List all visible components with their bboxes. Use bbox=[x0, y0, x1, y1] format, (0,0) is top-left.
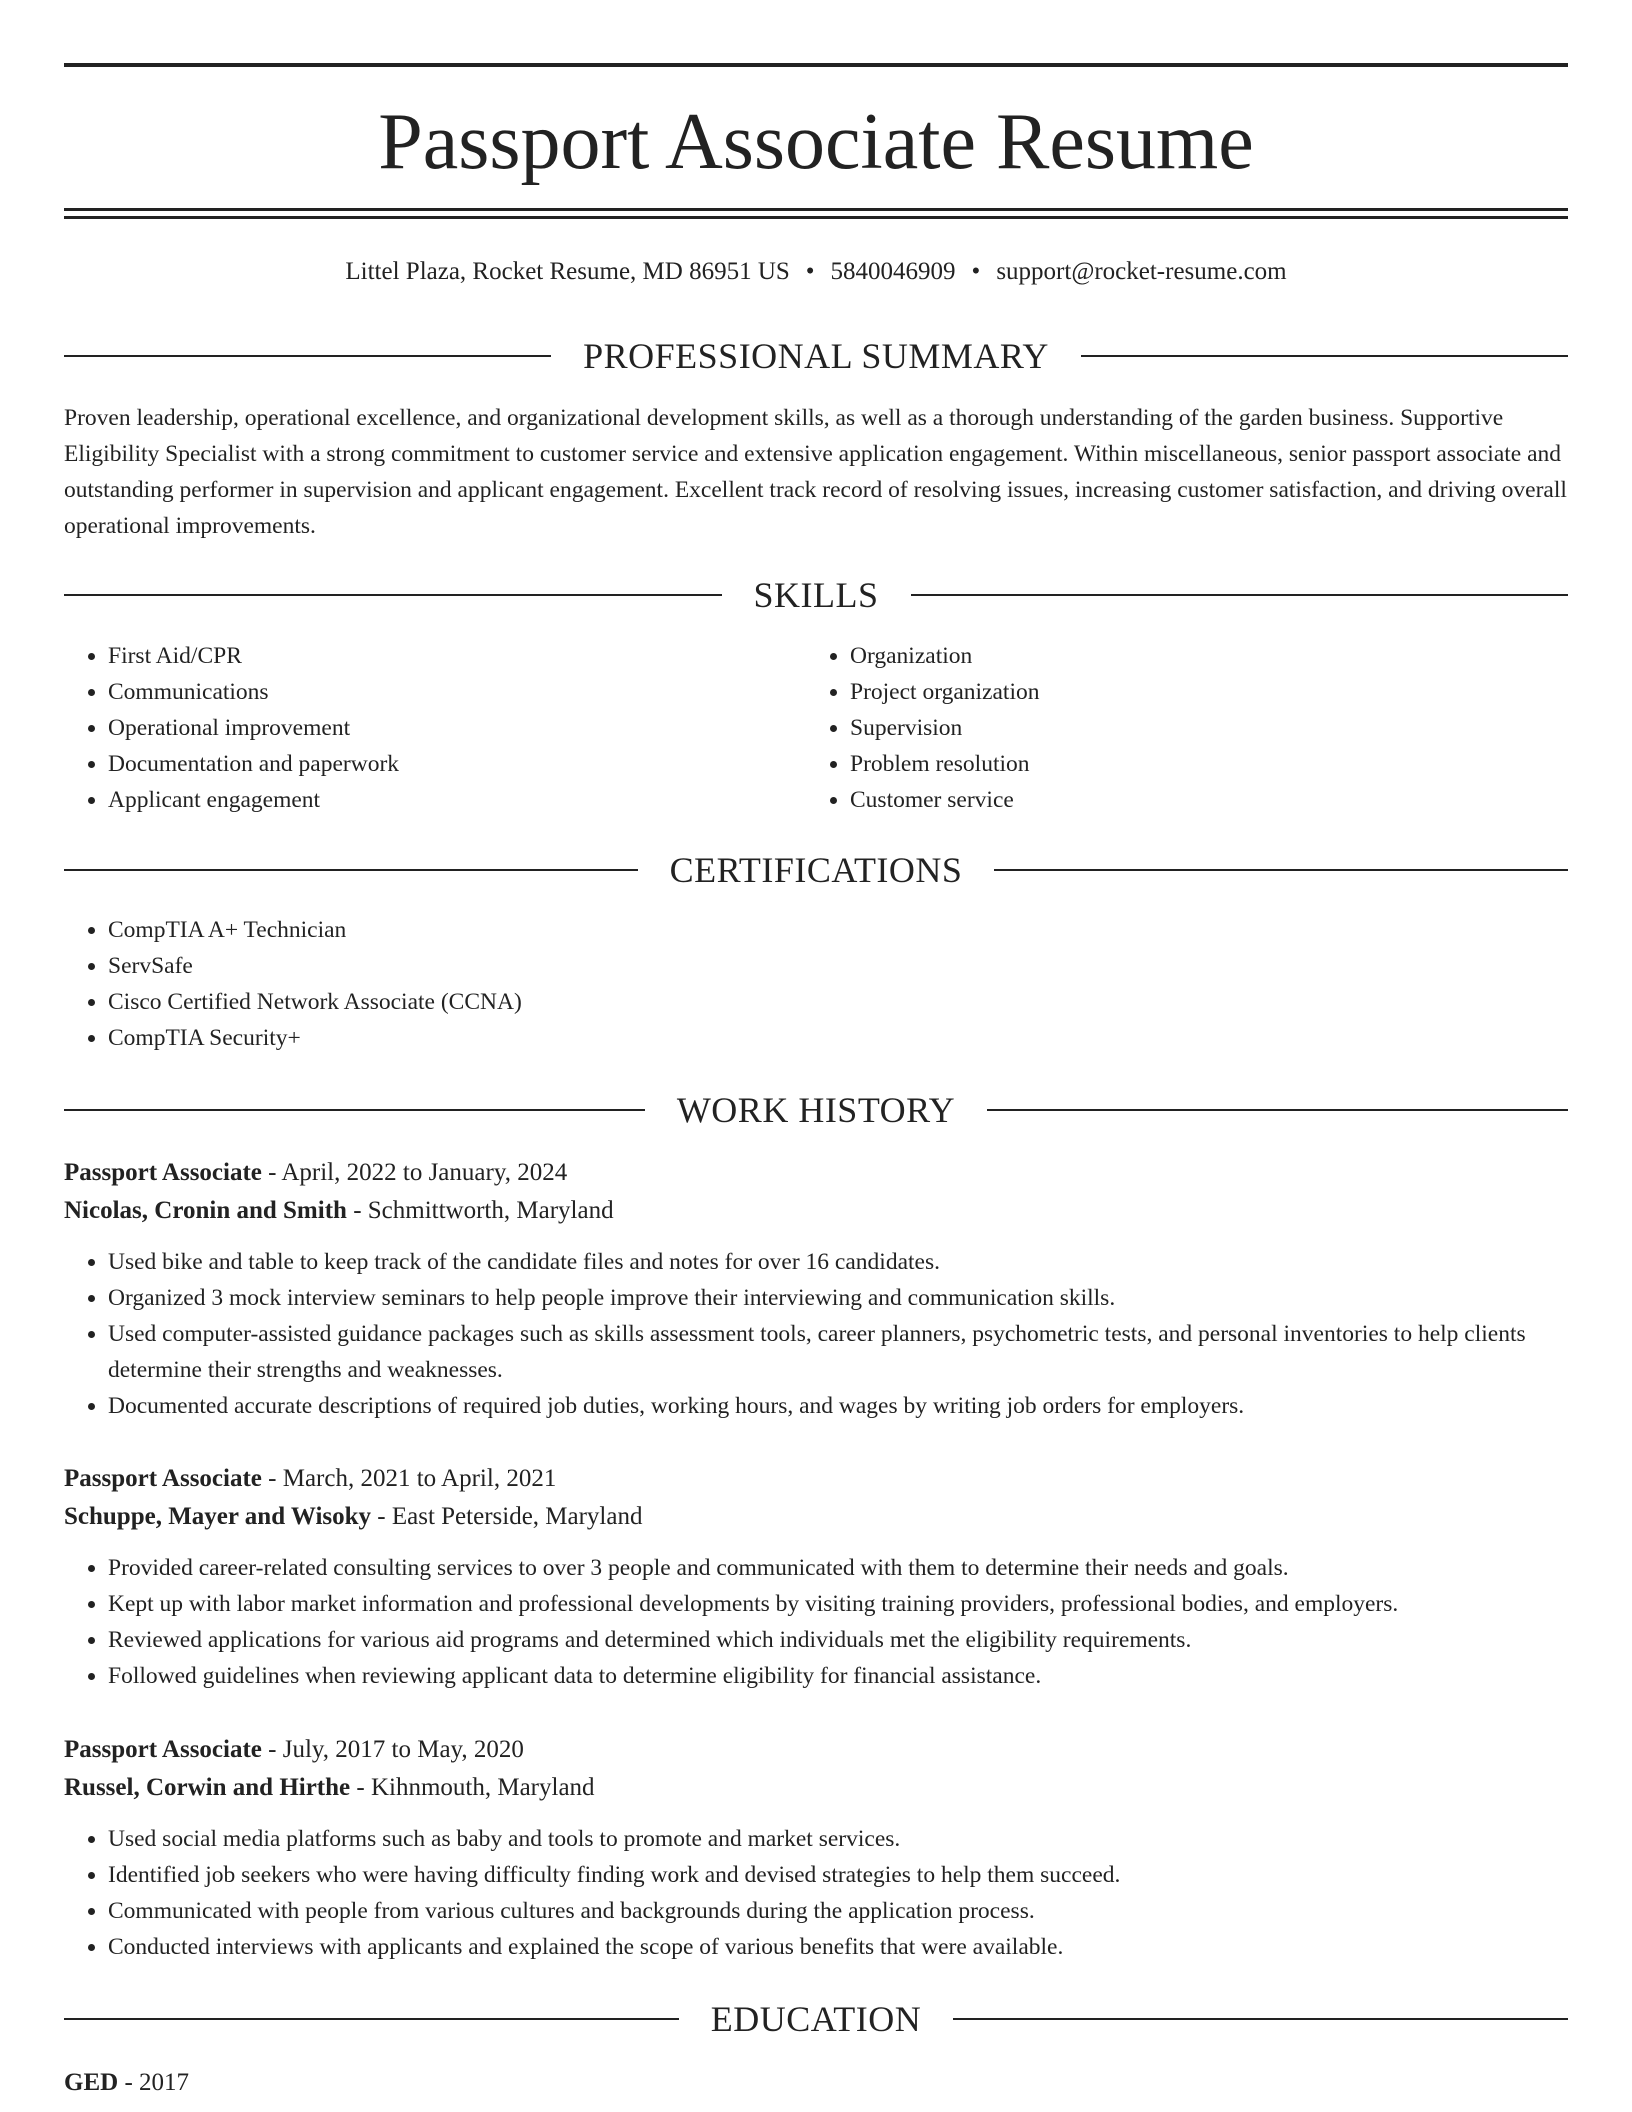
job-bullet: • Communicated with people from various cultures and backgrounds during the application process. bbox=[108, 1893, 1568, 1929]
job-bullets bbox=[64, 1550, 1568, 1694]
title-rule-lower bbox=[64, 216, 1568, 219]
summary-text: Proven leadership, operational excellence, and organizational development skills, as well as a thorough understanding of the garden business. Supportive Eligibility Specialist with a strong commitment to customer service and extensive application engagement. Within miscellaneous, senior passport associate and outstanding performer in supervision and applicant engagement. Excellent track record of resolving issues, increasing customer satisfaction, and driving overall operational improvements. bbox=[64, 405, 1567, 539]
job-bullet: • Documented accurate descriptions of required job duties, working hours, and wages by writing job orders for employers. bbox=[108, 1388, 1568, 1424]
job-dates: - March, 2021 to April, 2021 bbox=[261, 1465, 557, 1492]
skill-item: • Problem resolution bbox=[850, 746, 1506, 782]
job-company: Nicolas, Cronin and Smith bbox=[64, 1197, 347, 1224]
certifications-block bbox=[64, 912, 964, 1056]
contact-separator: • bbox=[805, 258, 815, 285]
skill-item: • Communications bbox=[108, 674, 764, 710]
job-title-line bbox=[64, 1731, 1568, 1769]
job-location: - Kihnmouth, Maryland bbox=[350, 1774, 595, 1801]
heading-rule bbox=[64, 1109, 645, 1111]
heading-rule bbox=[987, 1109, 1568, 1111]
job-entry bbox=[64, 1731, 1568, 1965]
heading-rule bbox=[1081, 355, 1568, 357]
certification-item: • CompTIA Security+ bbox=[108, 1020, 964, 1056]
skill-item: • Supervision bbox=[850, 710, 1506, 746]
job-bullets bbox=[64, 1821, 1568, 1965]
job-bullet: • Reviewed applications for various aid programs and determined which individuals met the eligibility requirements. bbox=[108, 1622, 1568, 1658]
skill-item: • Customer service bbox=[850, 782, 1506, 818]
summary-heading bbox=[64, 334, 1568, 378]
job-bullet: • Used computer-assisted guidance packages such as skills assessment tools, career planners, psychometric tests, and personal inventories to help clients determine their strengths and weaknesses. bbox=[108, 1316, 1568, 1388]
education-year: - 2017 bbox=[118, 2069, 190, 2096]
skill-item: • Applicant engagement bbox=[108, 782, 764, 818]
certification-item: • ServSafe bbox=[108, 948, 964, 984]
work-heading bbox=[64, 1088, 1568, 1132]
job-dates: - July, 2017 to May, 2020 bbox=[261, 1736, 524, 1763]
heading-rule bbox=[64, 2018, 679, 2020]
education-title: EDUCATION bbox=[710, 1999, 922, 2039]
job-bullet: • Conducted interviews with applicants and explained the scope of various benefits that were available. bbox=[108, 1929, 1568, 1965]
skill-item: • Organization bbox=[850, 638, 1506, 674]
education-heading bbox=[64, 1997, 1568, 2041]
skills-right-column bbox=[806, 638, 1506, 818]
job-bullet: • Organized 3 mock interview seminars to help people improve their interviewing and communication skills. bbox=[108, 1280, 1568, 1316]
job-company-line bbox=[64, 1769, 1568, 1807]
job-bullet: • Kept up with labor market information and professional developments by visiting training providers, professional bodies, and employers. bbox=[108, 1586, 1568, 1622]
job-dates: - April, 2022 to January, 2024 bbox=[261, 1159, 568, 1186]
skills-list-left bbox=[64, 638, 764, 818]
skill-item: • Documentation and paperwork bbox=[108, 746, 764, 782]
certifications-title: CERTIFICATIONS bbox=[669, 850, 963, 890]
contact-phone: 5840046909 bbox=[830, 258, 956, 285]
heading-rule bbox=[994, 869, 1568, 871]
heading-rule bbox=[64, 594, 722, 596]
skills-title: SKILLS bbox=[753, 575, 879, 615]
job-company-line bbox=[64, 1498, 1568, 1536]
job-entry bbox=[64, 1154, 1568, 1424]
certifications-list bbox=[64, 912, 964, 1056]
certification-item: • CompTIA A+ Technician bbox=[108, 912, 964, 948]
contact-email: support@rocket-resume.com bbox=[996, 258, 1287, 285]
summary-title: PROFESSIONAL SUMMARY bbox=[583, 336, 1049, 376]
job-bullet: • Identified job seekers who were having difficulty finding work and devised strategies to help them succeed. bbox=[108, 1857, 1568, 1893]
job-company: Russel, Corwin and Hirthe bbox=[64, 1774, 351, 1801]
job-entry bbox=[64, 1460, 1568, 1694]
job-location: - Schmittworth, Maryland bbox=[346, 1197, 614, 1224]
heading-rule bbox=[911, 594, 1569, 596]
job-bullet: • Followed guidelines when reviewing applicant data to determine eligibility for financial assistance. bbox=[108, 1658, 1568, 1694]
job-bullet: • Provided career-related consulting services to over 3 people and communicated with them to determine their needs and goals. bbox=[108, 1550, 1568, 1586]
heading-rule bbox=[953, 2018, 1568, 2020]
title-rule-upper bbox=[64, 208, 1568, 211]
job-title: Passport Associate bbox=[64, 1736, 262, 1763]
job-title-line bbox=[64, 1154, 1568, 1192]
education-entry bbox=[64, 2064, 189, 2102]
job-bullet: • Used bike and table to keep track of the candidate files and notes for over 16 candidates. bbox=[108, 1244, 1568, 1280]
top-rule bbox=[64, 63, 1568, 67]
work-title: WORK HISTORY bbox=[676, 1090, 956, 1130]
skills-left-column bbox=[64, 638, 764, 818]
skills-heading bbox=[64, 573, 1568, 617]
job-location: - East Peterside, Maryland bbox=[371, 1503, 643, 1530]
contact-address: Littel Plaza, Rocket Resume, MD 86951 US bbox=[345, 258, 790, 285]
job-title: Passport Associate bbox=[64, 1465, 262, 1492]
certifications-heading bbox=[64, 848, 1568, 892]
certification-item: • Cisco Certified Network Associate (CCNA) bbox=[108, 984, 964, 1020]
job-title: Passport Associate bbox=[64, 1159, 262, 1186]
education-degree: GED bbox=[64, 2069, 119, 2096]
contact-line bbox=[64, 256, 1568, 288]
heading-rule bbox=[64, 355, 551, 357]
job-title-line bbox=[64, 1460, 1568, 1498]
skill-item: • First Aid/CPR bbox=[108, 638, 764, 674]
skill-item: • Project organization bbox=[850, 674, 1506, 710]
contact-separator: • bbox=[971, 258, 981, 285]
skill-item: • Operational improvement bbox=[108, 710, 764, 746]
skills-list-right bbox=[806, 638, 1506, 818]
job-company-line bbox=[64, 1192, 1568, 1230]
heading-rule bbox=[64, 869, 638, 871]
job-company: Schuppe, Mayer and Wisoky bbox=[64, 1503, 372, 1530]
job-bullet: • Used social media platforms such as baby and tools to promote and market services. bbox=[108, 1821, 1568, 1857]
page-title: Passport Associate Resume bbox=[378, 98, 1254, 186]
job-bullets bbox=[64, 1244, 1568, 1424]
